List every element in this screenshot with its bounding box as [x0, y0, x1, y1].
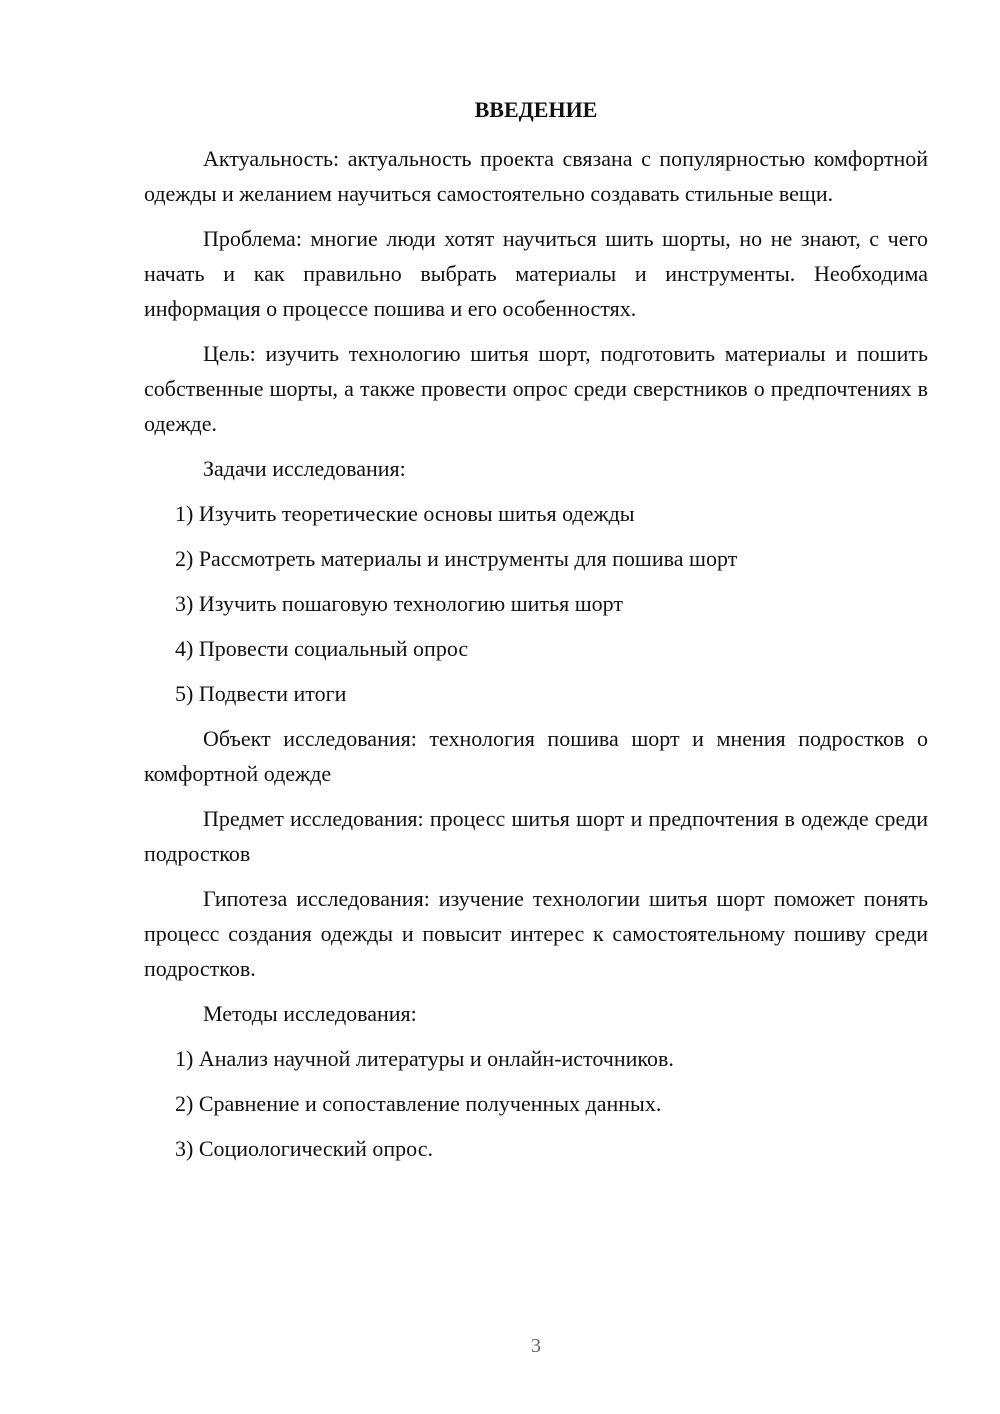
object-paragraph: Объект исследования: технология пошива шорт и мнения подростков о комфортной одежде [144, 726, 928, 786]
subject-paragraph: Предмет исследования: процесс шитья шорт и предпочтения в одежде среди подростков [144, 806, 928, 866]
relevance-paragraph: Актуальность: актуальность проекта связана с популярностью комфортной одежды и желанием научиться самостоятельно создавать стильные вещи. [144, 146, 928, 206]
hypothesis-paragraph: Гипотеза исследования: изучение технологии шитья шорт поможет понять процесс создания одежды и повысит интерес к самостоятельному пошиву среди подростков. [144, 886, 928, 981]
tasks-heading: Задачи исследования: [203, 456, 406, 481]
problem-paragraph: Проблема: многие люди хотят научиться шить шорты, но не знают, с чего начать и как правильно выбрать материалы и инструменты. Необходима информация о процессе пошива и его особенностях. [144, 226, 928, 321]
task-item: 1) Изучить теоретические основы шитья одежды [175, 501, 635, 526]
task-item: 2) Рассмотреть материалы и инструменты для пошива шорт [175, 546, 738, 571]
task-item: 3) Изучить пошаговую технологию шитья шорт [175, 591, 623, 616]
methods-heading: Методы исследования: [203, 1001, 417, 1026]
method-item: 1) Анализ научной литературы и онлайн-источников. [175, 1046, 674, 1071]
page-number: 3 [531, 1335, 541, 1357]
task-item: 4) Провести социальный опрос [175, 636, 469, 661]
document-body [144, 93, 928, 1176]
task-item: 5) Подвести итоги [175, 681, 347, 706]
goal-paragraph: Цель: изучить технологию шитья шорт, подготовить материалы и пошить собственные шорты, а также провести опрос среди сверстников о предпочтениях в одежде. [144, 341, 928, 436]
section-title: ВВЕДЕНИЕ [474, 97, 598, 122]
method-item: 3) Социологический опрос. [175, 1136, 433, 1161]
method-item: 2) Сравнение и сопоставление полученных данных. [175, 1091, 662, 1116]
